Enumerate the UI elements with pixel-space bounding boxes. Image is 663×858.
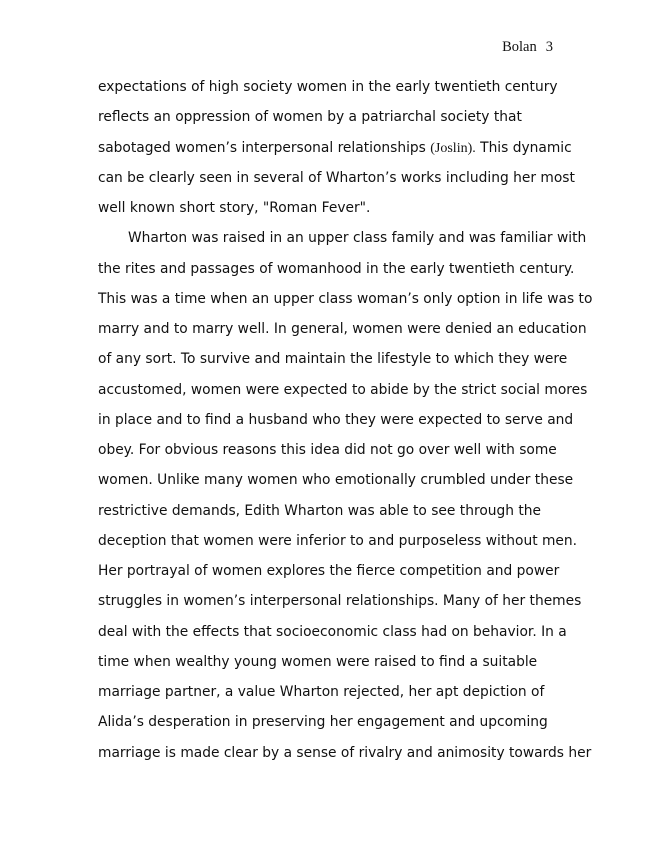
text-line: restrictive demands, Edith Wharton was able to see through the — [98, 502, 542, 519]
text-line: marriage is made clear by a sense of rivalry and animosity towards her — [98, 744, 592, 761]
text-line: obey. For obvious reasons this idea did not go over well with some — [98, 442, 557, 458]
header-author: Bolan — [502, 39, 537, 55]
text-line: This was a time when an upper class woman’s only option in life was to — [98, 290, 593, 307]
text-line: deception that women were inferior to and purposeless without men. — [98, 532, 578, 549]
text-line: marriage partner, a value Wharton rejected, her apt depiction of — [98, 684, 545, 700]
text-line: well known short story, "Roman Fever". — [98, 200, 371, 216]
text-line: of any sort. To survive and maintain the lifestyle to which they were — [98, 351, 568, 368]
paragraph-start-line: Wharton was raised in an upper class family and was familiar with — [128, 230, 587, 247]
text-line: deal with the effects that socioeconomic class had on behavior. In a — [98, 623, 567, 640]
running-header — [502, 38, 553, 56]
text-line: can be clearly seen in several of Wharton’s works including her most — [98, 169, 575, 186]
text-line: the rites and passages of womanhood in the early twentieth century. — [98, 260, 575, 277]
text-line: Her portrayal of women explores the fierce competition and power — [98, 563, 560, 579]
text-line: Alida’s desperation in preserving her engagement and upcoming — [98, 714, 548, 731]
text-segment: sabotaged women’s interpersonal relationships — [98, 139, 431, 156]
text-line: reflects an oppression of women by a patriarchal society that — [98, 109, 522, 126]
text-line: marry and to marry well. In general, women were denied an education — [98, 321, 587, 337]
text-line: struggles in women’s interpersonal relationships. Many of her themes — [98, 593, 582, 610]
text-segment: This dynamic — [475, 139, 572, 156]
page-number: 3 — [545, 39, 553, 55]
text-line: accustomed, women were expected to abide by the strict social mores — [98, 381, 588, 398]
citation: (Joslin). — [430, 140, 476, 156]
text-line — [98, 135, 578, 165]
text-line: in place and to find a husband who they were expected to serve and — [98, 411, 574, 428]
text-line: time when wealthy young women were raised to find a suitable — [98, 653, 538, 670]
text-line: women. Unlike many women who emotionally crumbled under these — [98, 472, 574, 489]
body-text — [98, 74, 593, 770]
text-line: expectations of high society women in the early twentieth century — [98, 79, 558, 95]
